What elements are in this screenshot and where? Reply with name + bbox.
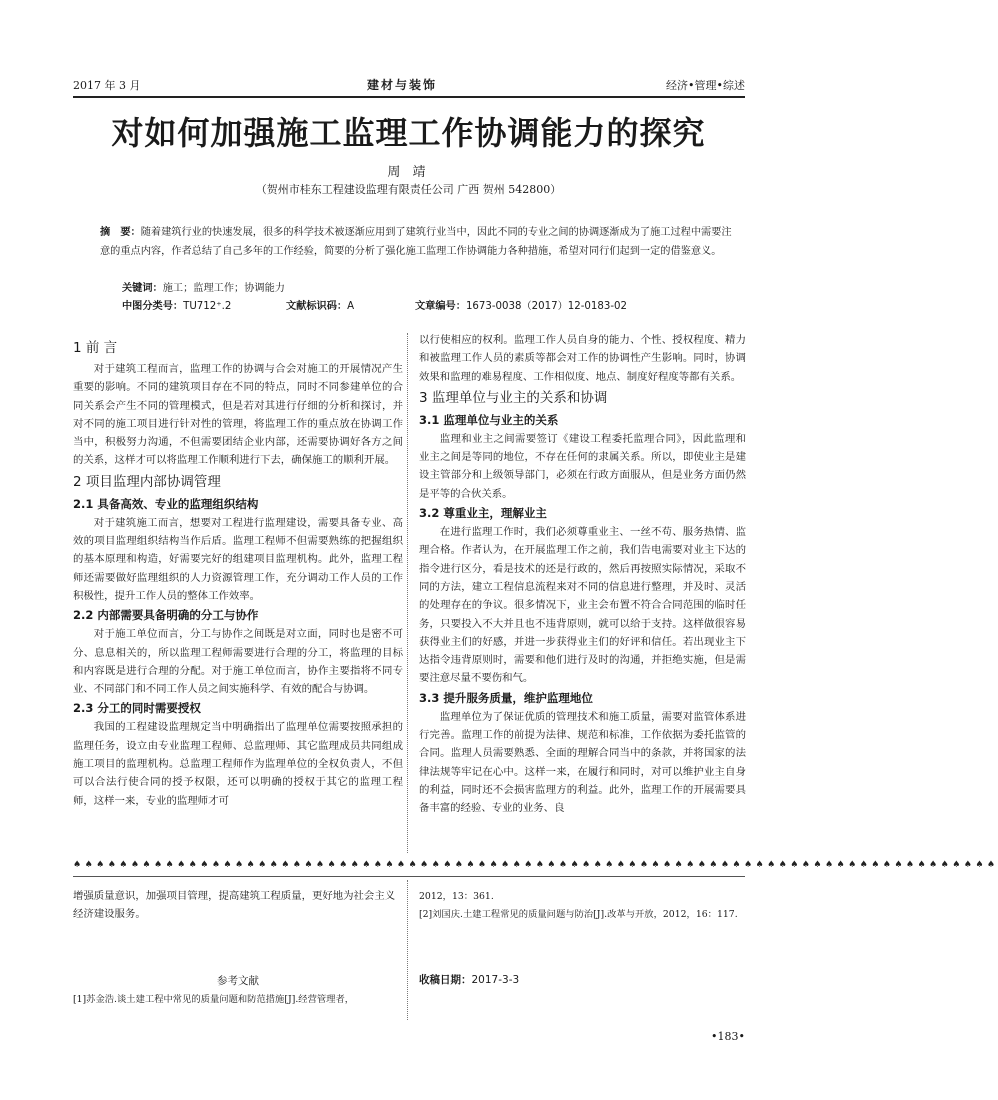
paragraph: 对于建筑工程而言，监理工作的协调与合会对施工的开展情况产生重要的影响。不同的建筑项目存在不同的特点，同时不同参建单位的合同关系会产生不同的管理模式，但是若对其进行仔细的分析和探讨，并对不同的施工项目进行针对性的管理，将监理工作的重点放在协调工作当中，积极努力沟通，不但需要团结企业内部，还需要协调好各方之间的关系，这样才可以将监理工作顺利进行下去，确保施工的顺利开展。	[73, 363, 403, 467]
header-section: 经济•管理•综述	[666, 79, 745, 92]
received-label: 收稿日期：	[419, 974, 472, 986]
keywords-label: 关键词：	[122, 283, 163, 294]
journal-logo: 建材与装饰	[367, 78, 438, 92]
subsection-heading: 3.1 监理单位与业主的关系	[419, 412, 559, 427]
decorative-separator: ♠♠♠♠♠♠♠♠♠♠♠♠♠♠♠♠♠♠♠♠♠♠♠♠♠♠♠♠♠♠♠♠♠♠♠♠♠♠♠♠♠♠♠♠♠♠♠♠♠♠♠♠♠♠♠♠♠♠♠♠♠♠♠♠♠♠♠♠♠♠♠♠♠♠♠♠♠♠♠♠	[73, 860, 998, 870]
reference-item: [1]苏金浩.谈土建工程中常见的质量问题和防范措施[J].经营管理者，	[73, 994, 355, 1005]
abstract-label: 摘 要：	[100, 227, 141, 238]
right-column	[419, 331, 746, 818]
article-label: 文章编号：	[415, 301, 466, 312]
paragraph: 监理单位为了保证优质的管理技术和施工质量，需要对监管体系进行完善。监理工作的前提为法律、规范和标准，工作依据为委托监管的合同。监理人员需要熟悉、全面的理解合同当中的条款，并将国家的法律法规等牢记在心中。这样一来，在履行和同时，对可以维护业主自身的利益，同时还不会损害监理方的利益。此外，监理工作的开展需要具备丰富的经验、专业的业务、良	[419, 710, 746, 815]
clc-number	[122, 297, 231, 312]
keywords	[122, 279, 285, 294]
paragraph: 以行使相应的权利。监理工作人员自身的能力、个性、授权程度、精力和被监理工作人员的素质等都会对工作的协调性产生影响。同时，协调效果和监理的难易程度、工作相似度、地点、制度好程度等都有关系。	[419, 334, 746, 383]
clc-value: TU712⁺.2	[183, 301, 232, 312]
section-heading: 1 前 言	[73, 340, 118, 356]
keywords-text: 施工；监理工作；协调能力	[162, 283, 285, 294]
reference-item: 2012，13：361.	[419, 891, 494, 902]
paragraph: 对于建筑施工而言，想要对工程进行监理建设，需要具备专业、高效的项目监理组织结构当作后盾。监理工程师不但需要熟练的把握组织的基本原理和构造，好需要完好的组建项目监理机构。此外，监理工程师还需要做好监理组织的人力资源管理工作，充分调动工作人员的工作积极性，提升工作人员的整体工作效率。	[73, 516, 403, 602]
abstract	[100, 223, 740, 261]
doc-label: 文献标识码：	[286, 301, 348, 312]
article-number	[415, 297, 627, 312]
clc-label: 中图分类号：	[122, 301, 184, 312]
article-value: 1673-0038（2017）12-0183-02	[465, 301, 627, 312]
references-title: 参考文献	[217, 975, 259, 987]
section-heading: 2 项目监理内部协调管理	[73, 473, 221, 490]
paragraph: 在进行监理工作时，我们必须尊重业主、一丝不苟、服务热情、监理合格。作者认为，在开展监理工作之前，我们告电需要对业主下达的指令进行区分，看是技术的还是行政的，然后再按照实际情况，采取不同的方法，建立工程信息流程来对不同的信息进行整理，并及时、灵活的处理存在的争议。很多情况下，业主会布置不符合合同范围的临时任务，只要投入不大并且也不违背原则，就可以给于支持。这样做很容易获得业主们的好感，并进一步获得业主们的好评和信任。若出现业主下达指令违背原则时，需要和他们进行及时的沟通，并拒绝实施，但是需要注意尽量不要伤和气。	[419, 526, 746, 685]
reference-item: [2]刘国庆.土建工程常见的质量问题与防治[J].改革与开放，2012，16：117.	[419, 909, 738, 920]
abstract-text: 随着建筑行业的快速发展，很多的科学技术被逐渐应用到了建筑行业当中，因此不同的专业之间的协调逐渐成为了施工过程中需要注意的重点内容，作者总结了自己多年的工作经验，简要的分析了强化施工监理工作协调能力各种措施，希望对同行们起到一定的借鉴意义。	[100, 227, 732, 257]
received-value: 2017-3-3	[471, 974, 520, 986]
paragraph: 监理和业主之间需要签订《建设工程委托监理合同》，因此监理和业主之间是等同的地位，不存在任何的隶属关系。所以，即使业主是建设主管部分和上级领导部门，必须在行政方面服从，但是业务方面仍然是平等的合伙关系。	[419, 432, 746, 500]
document-code	[286, 297, 354, 312]
separator-rule	[73, 876, 745, 877]
subsection-heading: 2.3 分工的同时需要授权	[73, 701, 201, 716]
closing-paragraph: 增强质量意识，加强项目管理，提高建筑工程质量，更好地为社会主义经济建设服务。	[73, 890, 396, 920]
section-heading: 3 监理单位与业主的关系和协调	[419, 389, 608, 406]
column-divider	[407, 880, 408, 1020]
received-date	[419, 972, 519, 987]
page-number: •183•	[711, 1030, 745, 1043]
subsection-heading: 3.2 尊重业主，理解业主	[419, 506, 547, 521]
column-divider	[407, 333, 408, 853]
author: 周 靖	[387, 165, 430, 180]
affiliation: （贺州市桂东工程建设监理有限责任公司 广西 贺州 542800）	[255, 183, 562, 196]
paragraph: 我国的工程建设监理规定当中明确指出了监理单位需要按照承担的监理任务，设立由专业监理工程师、总监理师、其它监理成员共同组成施工项目的监理机构。总监理工程师作为监理单位的全权负责人，不但可以合法行使合同的授予权限，还可以明确的授权于其它的监理工程师，这样一来，专业的监理师才可	[73, 721, 403, 807]
header-date: 2017 年 3 月	[73, 79, 141, 92]
subsection-heading: 2.1 具备高效、专业的监理组织结构	[73, 496, 259, 511]
header-rule	[73, 96, 745, 98]
doc-value: A	[347, 301, 355, 312]
left-column	[73, 336, 403, 810]
paragraph: 对于施工单位而言，分工与协作之间既是对立面，同时也是密不可分、息息相关的，所以监理工程师需要进行合理的分工，将监理的目标和内容既是进行合理的分配。对于施工单位而言，协作主要指将不同专业、不同部门和不同工作人员之间实施科学、有效的配合与协调。	[73, 628, 403, 696]
subsection-heading: 2.2 内部需要具备明确的分工与协作	[73, 608, 259, 623]
subsection-heading: 3.3 提升服务质量，维护监理地位	[419, 690, 593, 705]
article-title: 对如何加强施工监理工作协调能力的探究	[111, 114, 706, 152]
